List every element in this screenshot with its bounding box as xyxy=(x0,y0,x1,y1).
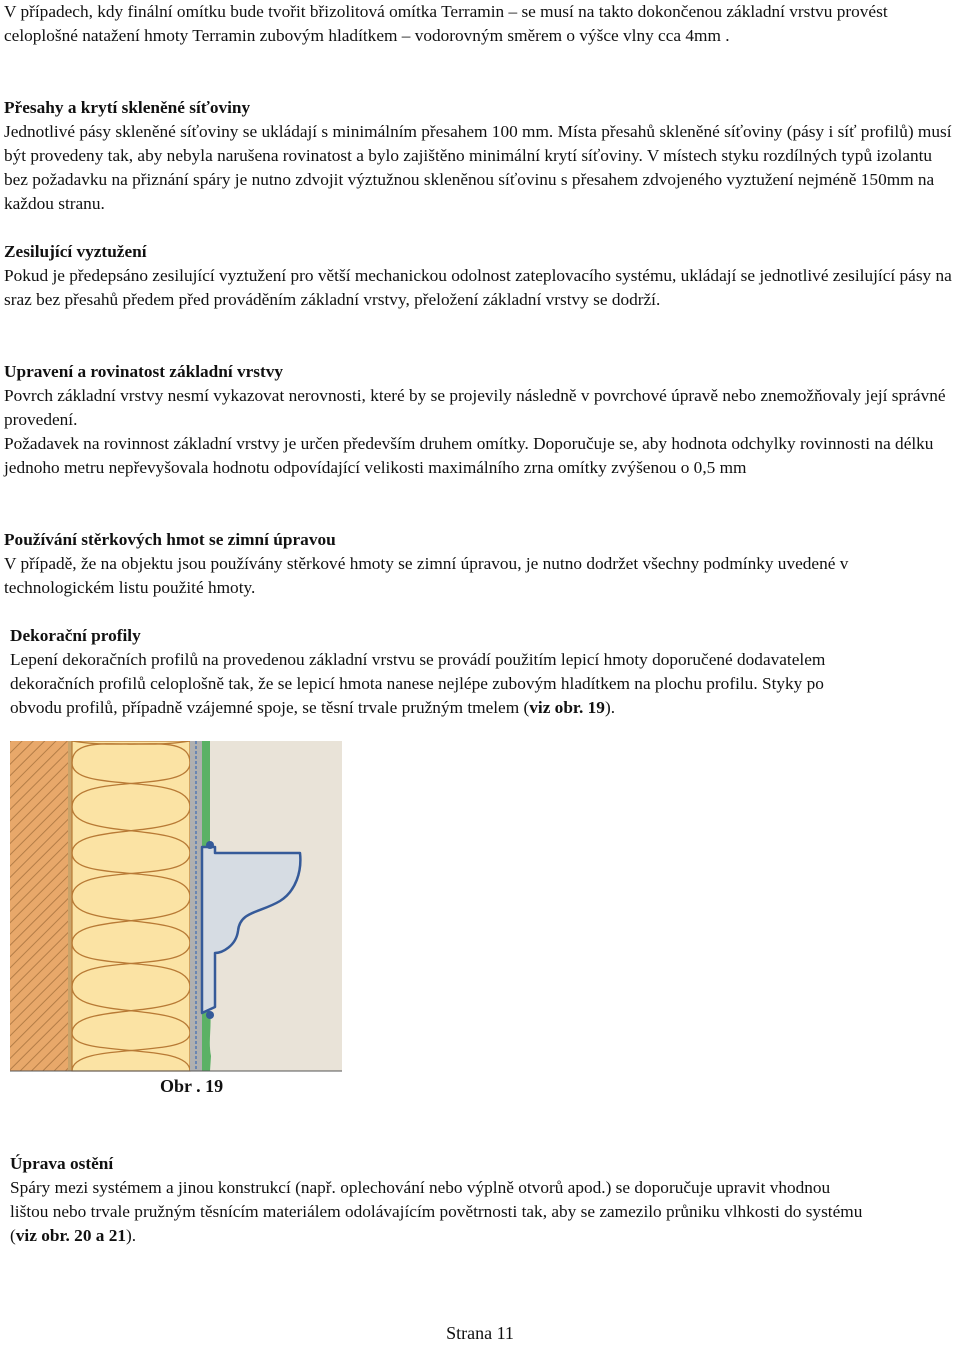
heading-decorative-profiles: Dekorační profily xyxy=(10,626,141,645)
figure-caption: Obr . 19 xyxy=(160,1076,224,1096)
paragraph-tail: ). xyxy=(126,1226,137,1245)
paragraph-tail: ). xyxy=(604,698,616,717)
paragraph-decorative-profiles xyxy=(10,648,870,720)
heading-reinforcement: Zesilující vyztužení xyxy=(4,242,147,261)
intro-paragraph: V případech, kdy finální omítku bude tvořit břizolitová omítka Terramin – se musí na takto dokončenou základní vrstvu provést celoplošné natažení hmoty Terramin zubovým hladítkem – vodorovným směrem o výšce vlny cca 4mm . xyxy=(4,2,888,45)
heading-winter-compounds: Používání stěrkových hmot se zimní úpravou xyxy=(4,530,336,549)
paragraph-reveal xyxy=(10,1176,870,1248)
insulation-layer xyxy=(72,741,190,1071)
paragraph-base-layer-2: Požadavek na rovinnost základní vrstvy je určen především druhem omítky. Doporučuje se, aby hodnota odchylky rovinnosti na délku jednoho metru nepřevyšovala hodnotu odpovídající velikosti maximálního zrna omítky zvýšenou o 0,5 mm xyxy=(4,434,934,477)
paragraph-mesh-overlap: Jednotlivé pásy skleněné síťoviny se ukládají s minimálním přesahem 100 mm. Místa přesahů skleněné síťoviny (pásy i síť profilů) musí být provedeny tak, aby nebyla narušena rovinatost a bylo zajištěno minimální krytí síťoviny. V místech styku rozdílných typů izolantu bez požadavku na přiznání spáry je nutno zdvojit výztužnou skleněnou síťovinu s přesahem zdvojeného vyztužení nejméně 150mm na každou stranu. xyxy=(4,122,952,213)
paragraph-text: Lepení dekoračních profilů na provedenou základní vrstvu se provádí použitím lepicí hmoty doporučené dodavatelem dekoračních profilů celoplošně tak, že se lepicí hmota nanese nejlépe zubovým hladítkem na plochu profilu. Styky po obvodu profilů, případně vzájemné spoje, se těsní trvale pružným tmelem ( xyxy=(10,650,826,717)
paragraph-text: Spáry mezi systémem a jinou konstrukcí (např. oplechování nebo výplně otvorů apod.) se doporučuje upravit vhodnou lištou nebo trvale pružným těsnícím materiálem odolávajícím povětrnosti tak, aby se zamezilo průniku vlhkosti do systému ( xyxy=(10,1178,863,1245)
page-number: Strana 11 xyxy=(446,1323,514,1343)
figure-reference: viz obr. 19 xyxy=(529,698,605,717)
figure-19-drawing xyxy=(10,741,342,1077)
heading-base-layer: Upravení a rovinatost základní vrstvy xyxy=(4,362,284,381)
paragraph-base-layer-1: Povrch základní vrstvy nesmí vykazovat nerovnosti, které by se projevily následně v povrchové úpravě nebo znemožňovaly její správné provedení. xyxy=(4,386,946,429)
paragraph-winter-compounds: V případě, že na objektu jsou používány stěrkové hmoty se zimní úpravou, je nutno dodržet všechny podmínky uvedené v technologickém listu použité hmoty. xyxy=(4,554,849,597)
heading-reveal: Úprava ostění xyxy=(10,1154,114,1173)
paragraph-reinforcement: Pokud je předepsáno zesilující vyztužení pro větší mechanickou odolnost zateplovacího systému, ukládají se jednotlivé zesilující pásy na sraz bez přesahů předem před prováděním základní vrstvy, přeložení základní vrstvy se dodrží. xyxy=(4,266,952,309)
figure-reference: viz obr. 20 a 21 xyxy=(15,1226,127,1245)
heading-mesh-overlap: Přesahy a krytí skleněné síťoviny xyxy=(4,98,251,117)
